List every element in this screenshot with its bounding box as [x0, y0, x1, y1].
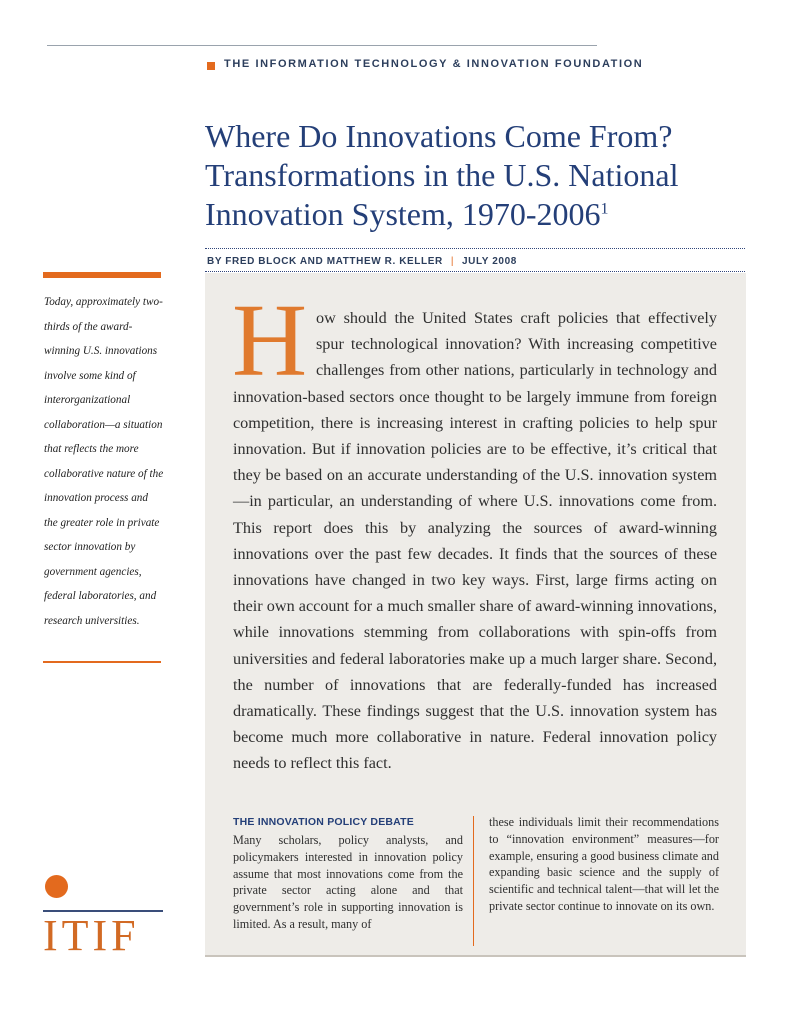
body-column-1: Many scholars, policy analysts, and policymakers interested in innovation policy assume that most innovations come from the private sector acting alone and that government’s role in supporting innovation is limited. As a result, many of	[233, 833, 463, 931]
report-title	[205, 117, 765, 234]
column-divider	[473, 816, 474, 946]
drop-cap: H	[232, 283, 308, 398]
itif-logo-dot-icon	[45, 875, 68, 898]
top-rule	[47, 45, 597, 46]
intro-paragraph: ow should the United States craft policies that effectively spur technological innovation? With increasing competitive challenges from other nations, particularly in technology and innovation-based sectors once thought to be largely immune from foreign competition, there is increasing interest in crafting policies to help spur innovation. But if innovation policies are to be effective, it’s critical that they be based on an accurate understanding of the U.S. innovation system—in particular, an understanding of where U.S. innovations come from. This report does this by analyzing the sources of award-winning innovations over the past few decades. It finds that the sources of these innovations have changed in two key ways. First, large firms acting on their own account for a much smaller share of award-winning innovations, while innovations stemming from collaborations with spin-offs from universities and federal laboratories make up a much larger share. Second, the number of innovations that are federally-funded has increased dramatically. These findings suggest that the U.S. innovation system has become much more collaborative in nature. Federal innovation policy needs to reflect this fact.	[233, 309, 717, 773]
title-line-1: Where Do Innovations Come From?	[205, 118, 673, 154]
footnote-marker[interactable]: 1	[600, 200, 609, 218]
title-line-3: Innovation System, 1970-2006	[205, 196, 601, 232]
byline	[207, 256, 517, 267]
title-line-2: Transformations in the U.S. National	[205, 157, 679, 193]
organization-name: THE INFORMATION TECHNOLOGY & INNOVATION FOUNDATION	[224, 58, 644, 70]
summary-panel-bottom-edge	[205, 955, 746, 957]
dotted-rule-top	[205, 248, 745, 249]
pull-quote: Today, approximately two-thirds of the award-winning U.S. innovations involve some kind of interorganizational collaboration—a situation that reflects the more collaborative nature of the innovation process and the greater role in private sector innovation by government agencies, federal laboratories, and research universities.	[44, 296, 164, 627]
byline-authors: BY FRED BLOCK AND MATTHEW R. KELLER	[207, 256, 443, 267]
sidebar-accent-bar	[43, 272, 161, 278]
byline-date: JULY 2008	[462, 256, 517, 267]
section-heading: THE INNOVATION POLICY DEBATE	[233, 816, 414, 828]
dotted-rule-bottom	[205, 271, 745, 272]
body-column-2: these individuals limit their recommendations to “innovation environment” measures—for example, ensuring a good business climate and expanding basic science and the supply of scientific and technical talent—that will let the private sector continue to innovate on its own.	[489, 815, 719, 913]
itif-logo: ITIF	[43, 911, 140, 960]
byline-separator: |	[450, 256, 455, 267]
orange-square-bullet	[207, 62, 215, 70]
sidebar-bottom-rule	[43, 661, 161, 663]
